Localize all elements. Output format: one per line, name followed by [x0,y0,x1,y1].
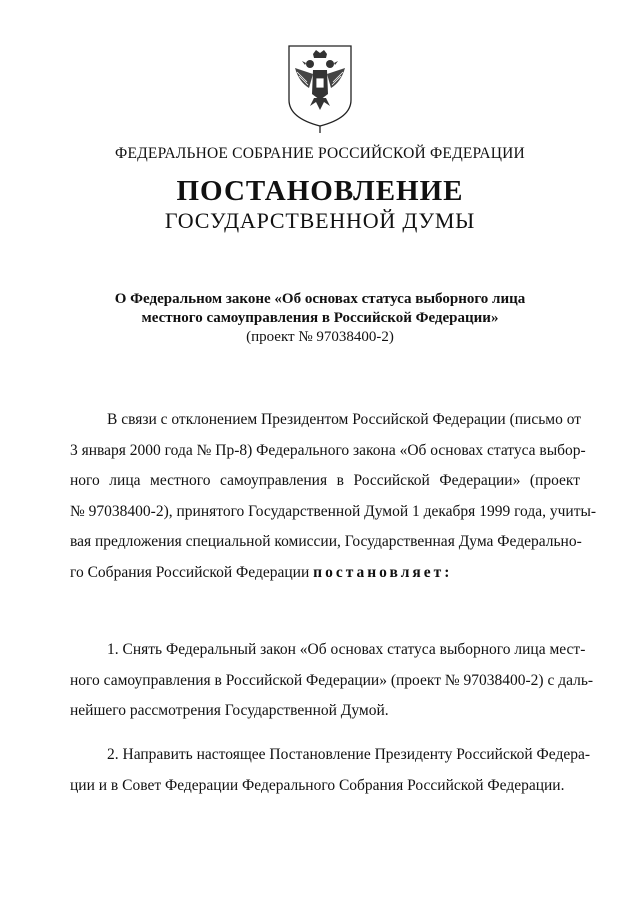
document-type-title: ПОСТАНОВЛЕНИЕ [176,175,464,207]
item-1-line-2: ного самоуправления в Российской Федерации» (проект № 97038400-2) с даль- [70,671,594,689]
preamble-line-2: 3 января 2000 года № Пр-8) Федерального закона «Об основах статуса выбор- [70,441,586,459]
coat-of-arms-emblem [283,42,357,134]
subject-line-2: местного самоуправления в Российской Федерации» [141,310,499,326]
preamble-line-6 [70,558,580,589]
resolves-keyword: постановляет: [313,563,453,581]
issuing-body: ГОСУДАРСТВЕННОЙ ДУМЫ [164,208,476,233]
preamble-line-4: № 97038400-2), принятого Государственной Думой 1 декабря 1999 года, учиты- [70,502,597,520]
draft-number: (проект № 97038400-2) [246,329,394,345]
item-2-line-1: 2. Направить настоящее Постановление Президенту Российской Федера- [107,746,590,763]
resolution-item-1 [70,635,594,727]
item-1-line-1: 1. Снять Федеральный закон «Об основах статуса выборного лица мест- [107,641,586,658]
preamble-line-1: В связи с отклонением Президентом Российской Федерации (письмо от [107,411,582,428]
preamble-line-5: вая предложения специальной комиссии, Государственная Дума Федерально- [70,533,582,550]
resolution-item-2 [70,740,590,801]
parliament-name: ФЕДЕРАЛЬНОЕ СОБРАНИЕ РОССИЙСКОЙ ФЕДЕРАЦИИ [115,145,525,162]
document-subject [60,290,580,347]
preamble-line-3: ного лица местного самоуправления в Российской Федерации» (проект [70,472,580,489]
preamble-line-6-text: го Собрания Российской Федерации [70,563,310,581]
subject-line-1: О Федеральном законе «Об основах статуса выборного лица [114,291,526,307]
item-1-line-3: нейшего рассмотрения Государственной Думой. [70,702,389,719]
double-headed-eagle-icon [283,42,357,134]
item-2-line-2: ции и в Совет Федерации Федерального Собрания Российской Федерации. [70,776,565,794]
preamble-paragraph [70,405,597,588]
